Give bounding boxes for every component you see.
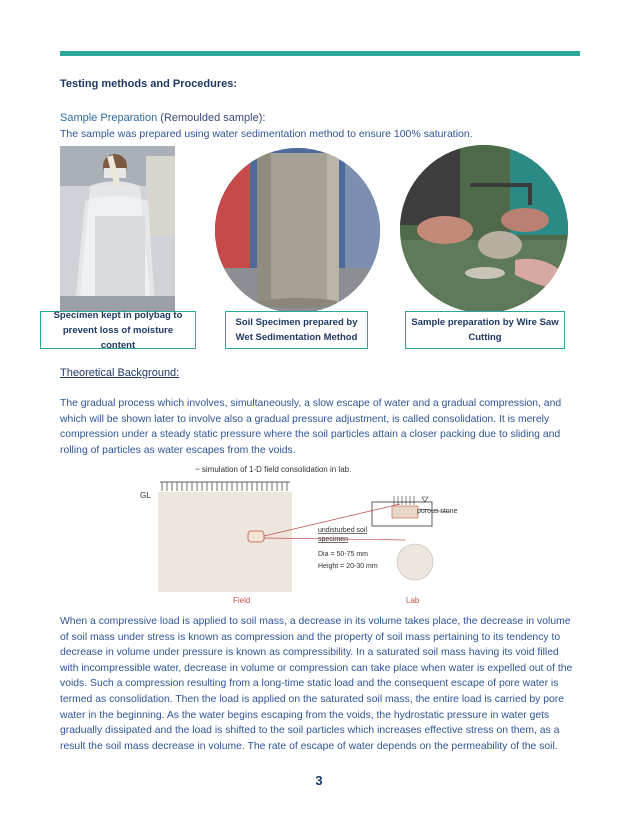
caption-wire-saw-line2: Cutting: [468, 332, 502, 343]
sample-prep-text: The sample was prepared using water sedimentation method to ensure 100% saturation.: [60, 128, 473, 140]
figure-lab-label: Lab: [406, 596, 420, 605]
photo-sedimentation-specimen: [215, 148, 380, 313]
theory-paragraph-1: The gradual process which involves, simultaneously, a slow escape of water and a gradual compression, and which will be shown later to involve also a gradual pressure adjustment, is called consolidation. It is merely compression under a steady static pressure where the soil particles attain a closer packing due to sliding and rolling of particles as water escapes from the voids.: [60, 398, 562, 456]
field-load-arrows: [160, 482, 290, 491]
figure-undisturbed-1: undisturbed soil: [318, 527, 368, 534]
caption-wire-saw-line1: Sample preparation by Wire Saw: [411, 317, 559, 328]
sample-prep-title: Sample Preparation: [60, 112, 158, 124]
figure-porous-stone: porous stone: [417, 508, 458, 515]
figure-gl-label: GL: [140, 491, 151, 500]
sample-prep-heading: [60, 112, 265, 124]
figure-height: Height = 20-30 mm: [318, 563, 378, 570]
page-number: 3: [315, 773, 323, 788]
figure-dia: Dia = 50-75 mm: [318, 551, 368, 558]
field-soil-mass: [158, 492, 292, 592]
photo-wire-saw-cutting: [400, 145, 568, 313]
sample-prep-paren: (Remoulded sample):: [157, 112, 266, 124]
figure-caption: ~ simulation of 1-D field consolidation in lab.: [195, 465, 352, 474]
theory-heading: Theoretical Background:: [60, 367, 180, 379]
consolidation-figure: [130, 460, 510, 608]
figure-undisturbed-2: specimen: [318, 536, 348, 543]
theory-paragraph-2: When a compressive load is applied to soil mass, a decrease in its volume takes place, the decrease in volume of soil mass under stress is known as compression and the property of soil mass pertaining to its tendency to decrease in volume under pressure is known as compressibility. In a saturated soil mass having its void filled with incompressible water, decrease in volume or compression can take place when water is expelled out of the voids. Such a compression resulting from a long-time static load and the consequent escape of pore water is termed as consolidation. Then the load is applied on the saturated soil mass, the entire load is carried by pore water in the beginning. As the water begins escaping from the voids, the hydrostatic pressure in water gets gradually dissipated and the load is shifted to the soil particles which increases effective stress on them, as a result the soil mass decrease in volume. The rate of escape of water depends on the permeability of the soil.: [60, 616, 573, 752]
caption-polybag: [40, 311, 196, 349]
lab-magnified-view: [397, 544, 433, 580]
caption-sedimentation-line2: Wet Sedimentation Method: [235, 332, 358, 343]
caption-sedimentation: [225, 311, 368, 349]
caption-polybag-line1: Specimen kept in polybag to: [53, 309, 183, 321]
figure-field-label: Field: [233, 596, 251, 605]
caption-sedimentation-line1: Soil Specimen prepared by: [235, 317, 358, 328]
section-heading: Testing methods and Procedures:: [60, 78, 238, 90]
caption-wire-saw: [405, 311, 565, 349]
photo-polybag-specimen: [60, 146, 175, 312]
caption-polybag-line2: prevent loss of moisture content: [62, 324, 174, 351]
header-rule: [60, 51, 580, 56]
field-specimen: [248, 531, 264, 542]
